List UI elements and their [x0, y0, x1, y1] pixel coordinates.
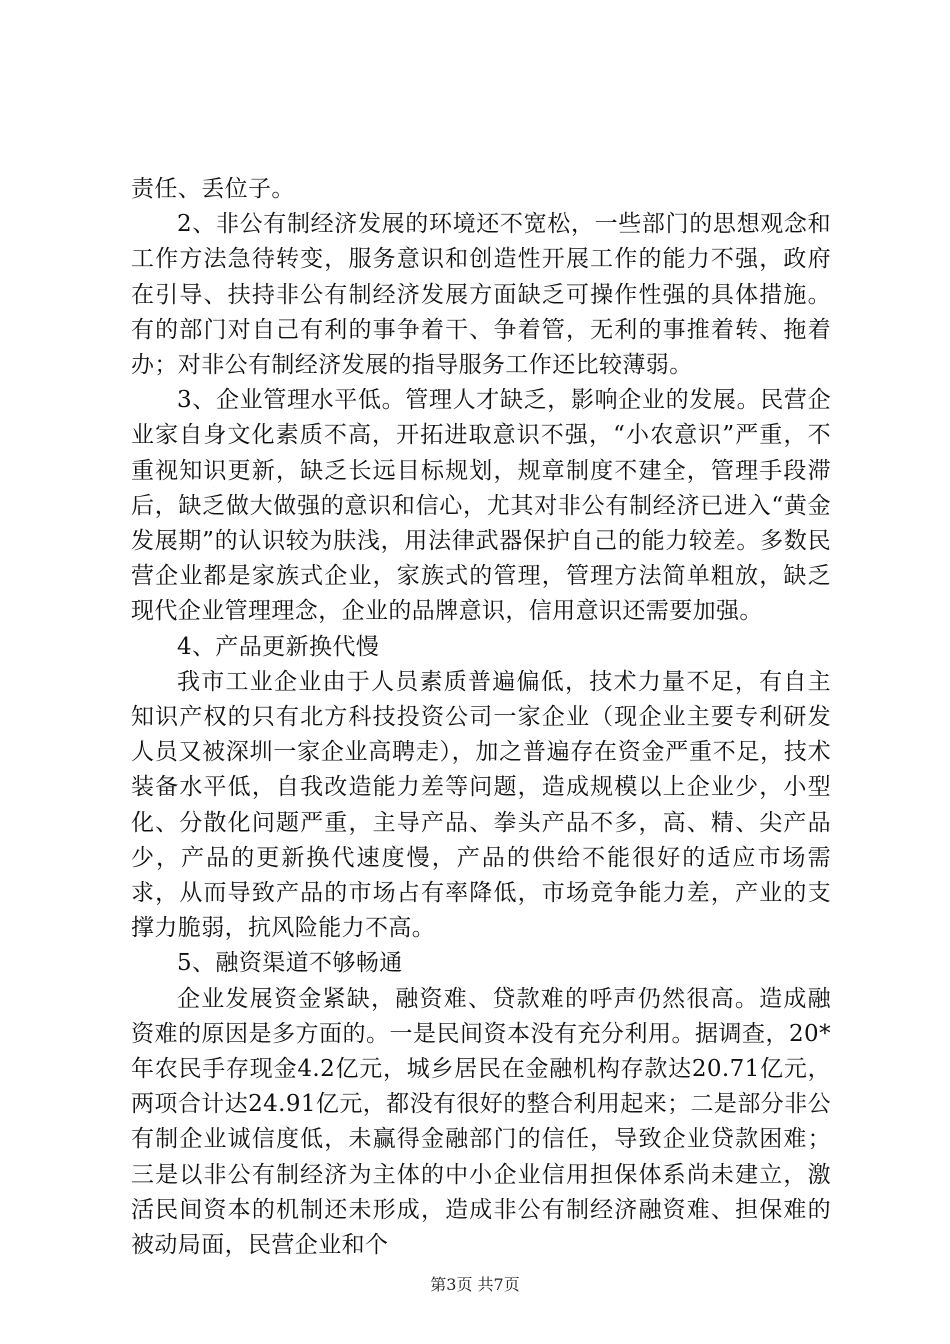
- document-body: [131, 172, 831, 1263]
- section-heading-4: 4、产品更新换代慢: [177, 633, 380, 660]
- paragraph-item-4-body: 我市工业企业由于人员素质普遍偏低，技术力量不足，有自主知识产权的只有北方科技投资公司一家企业（现企业主要专利研发人员又被深圳一家企业高聘走），加之普遍存在资金严重不足，技术装备水平低，自我改造能力差等问题，造成规模以上企业少，小型化、分散化问题严重，主导产品、拳头产品不多，高、精、尖产品少，产品的更新换代速度慢，产品的供给不能很好的适应市场需求，从而导致产品的市场占有率降低，市场竞争能力差，产业的支撑力脆弱，抗风险能力不高。: [131, 668, 831, 942]
- section-heading-5: 5、融资渠道不够畅通: [177, 950, 403, 977]
- paragraph-item-2: 2、非公有制经济发展的环境还不宽松，一些部门的思想观念和工作方法急待转变，服务意识和创造性开展工作的能力不强，政府在引导、扶持非公有制经济发展方面缺乏可操作性强的具体措施。有的部门对自己有利的事争着干、争着管，无利的事推着转、拖着办；对非公有制经济发展的指导服务工作还比较薄弱。: [131, 211, 831, 379]
- paragraph-item-5-body: 企业发展资金紧缺，融资难、贷款难的呼声仍然很高。造成融资难的原因是多方面的。一是民间资本没有充分利用。据调查，20*年农民手存现金4.2亿元，城乡居民在金融机构存款达20.71亿元，两项合计达24.91亿元，都没有很好的整合利用起来；二是部分非公有制企业诚信度低，未赢得金融部门的信任，导致企业贷款困难；三是以非公有制经济为主体的中小企业信用担保体系尚未建立，激活民间资本的机制还未形成，造成非公有制经济融资难、担保难的被动局面，民营企业和个: [131, 985, 831, 1259]
- page-footer: 第3页 共7页: [430, 1275, 520, 1294]
- paragraph-continuation: 责任、丢位子。: [131, 176, 295, 202]
- paragraph-item-3: 3、企业管理水平低。管理人才缺乏，影响企业的发展。民营企业家自身文化素质不高，开拓进取意识不强，“小农意识”严重，不重视知识更新，缺乏长远目标规划，规章制度不建全，管理手段滞后，缺乏做大做强的意识和信心，尤其对非公有制经济已进入“黄金发展期”的认识较为肤浅，用法律武器保护自己的能力较差。多数民营企业都是家族式企业，家族式的管理，管理方法简单粗放，缺乏现代企业管理理念，企业的品牌意识，信用意识还需要加强。: [131, 387, 831, 625]
